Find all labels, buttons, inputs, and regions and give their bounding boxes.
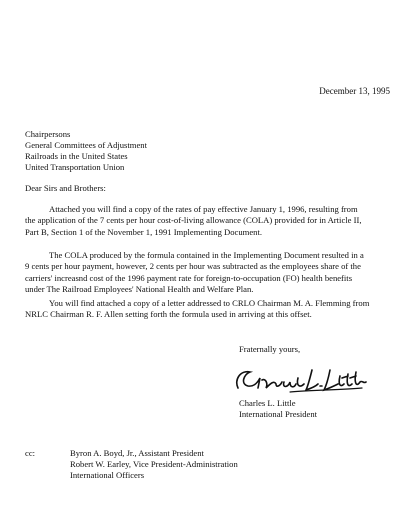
addressee-block [25, 129, 147, 173]
signer-name: Charles L. Little [239, 398, 296, 408]
signer-title: International President [239, 409, 318, 419]
body-paragraph-2 [25, 250, 370, 296]
paragraph-text: Attached you will find a copy of the rates of pay effective January 1, 1996, resulting from the application of the 7 cents per hour cost-of-living allowance (COLA) provided for in Article II, Part B, Section 1 of the November 1, 1991 Implementing Document. [25, 204, 362, 237]
cc-list [70, 448, 238, 481]
signer-block [239, 398, 317, 420]
cc-recipient: Robert W. Earley, Vice President-Administration [70, 459, 238, 469]
addressee-line: Chairpersons [25, 129, 71, 139]
body-paragraph-1 [25, 204, 370, 238]
addressee-line: United Transportation Union [25, 162, 125, 172]
cc-recipient: International Officers [70, 470, 145, 480]
paragraph-text: The COLA produced by the formula contained in the Implementing Document resulted in a 9 cents per hour payment, however, 2 cents per hour was subtracted as the employees share of the carriers' increasnd cost of the 1996 payment rate for foreign-to-occupation (FO) health benefits under The Railroad Employees' National Health and Welfare Plan. [25, 250, 364, 295]
closing: Fraternally yours, [239, 344, 301, 354]
addressee-line: General Committees of Adjustment [25, 140, 147, 150]
handwritten-signature [230, 362, 370, 398]
cc-recipient: Byron A. Boyd, Jr., Assistant President [70, 448, 204, 458]
paragraph-text: You will find attached a copy of a letter addressed to CRLO Chairman M. A. Flemming from NRLC Chairman R. F. Allen setting forth the formula used in arriving at this offset. [25, 298, 370, 320]
addressee-line: Railroads in the United States [25, 151, 128, 161]
letter-date: December 13, 1995 [319, 86, 390, 96]
cc-label: cc: [25, 448, 36, 458]
body-paragraph-3 [25, 298, 370, 321]
salutation: Dear Sirs and Brothers: [25, 183, 106, 193]
